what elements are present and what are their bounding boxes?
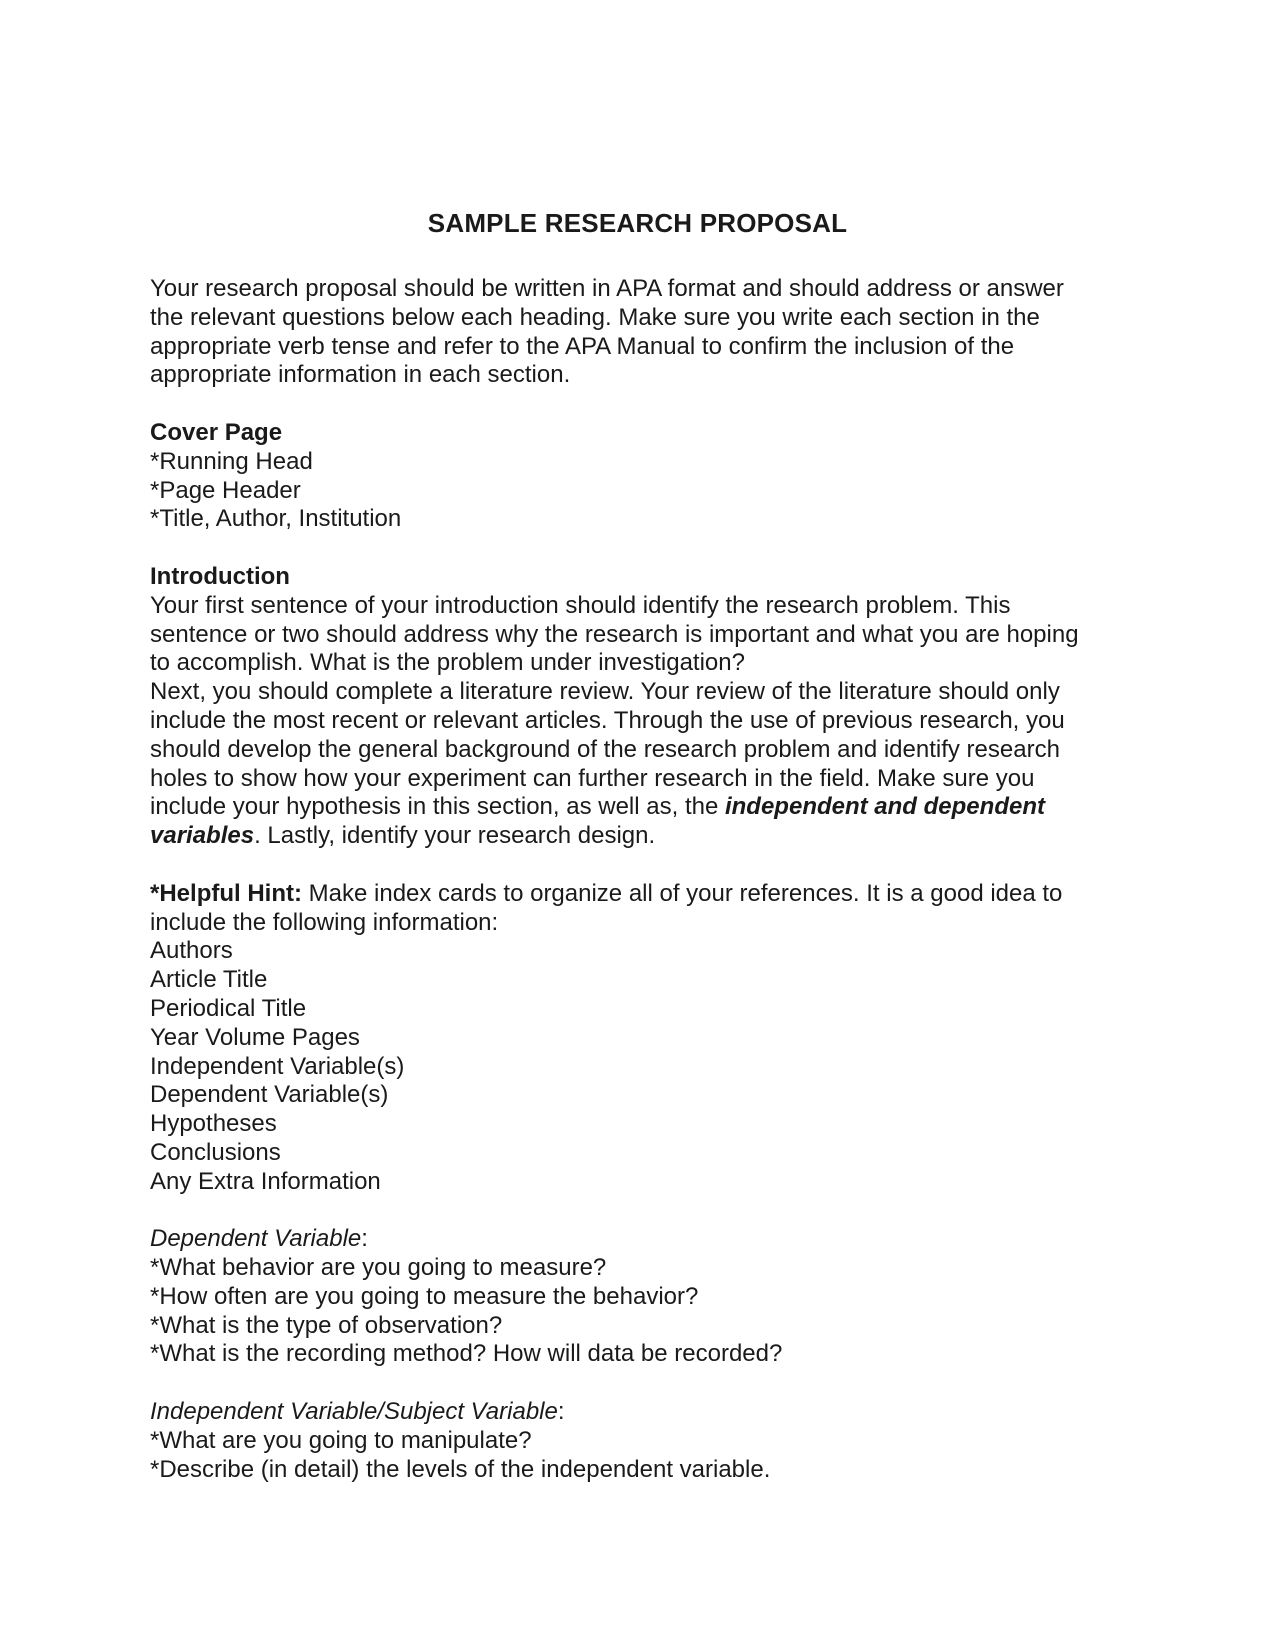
independent-variable-section xyxy=(150,1398,1160,1484)
dependent-variable-item: *What behavior are you going to measure? xyxy=(150,1254,607,1282)
cover-page-item: *Title, Author, Institution xyxy=(150,505,402,533)
introduction-text: . Lastly, identify your research design. xyxy=(254,822,656,850)
dependent-variable-title: Dependent Variable xyxy=(150,1225,362,1253)
hint-label: *Helpful Hint: xyxy=(150,879,302,907)
heading-colon: : xyxy=(557,1398,565,1426)
introduction-line: holes to show how your experiment can further research in the field. Make sure you xyxy=(150,764,1035,792)
independent-variable-title: Independent Variable/Subject Variable xyxy=(150,1398,558,1426)
intro-line: appropriate information in each section. xyxy=(150,361,571,389)
spacer xyxy=(150,534,1160,563)
hint-line: include the following information: xyxy=(150,908,499,936)
spacer xyxy=(150,390,1160,419)
cover-page-section xyxy=(150,419,1160,534)
cover-page-item: *Running Head xyxy=(150,447,313,475)
introduction-line: sentence or two should address why the research is important and what you are hoping xyxy=(150,620,1079,648)
document-body xyxy=(150,275,1160,1484)
dependent-variable-item: *What is the type of observation? xyxy=(150,1311,503,1339)
introduction-line: should develop the general background of the research problem and identify research xyxy=(150,735,1060,763)
spacer xyxy=(150,1369,1160,1398)
introduction-line xyxy=(150,822,1160,851)
hint-item: Hypotheses xyxy=(150,1110,277,1138)
introduction-line: include the most recent or relevant articles. Through the use of previous research, you xyxy=(150,706,1065,734)
dependent-variable-section xyxy=(150,1225,1160,1369)
helpful-hint-section xyxy=(150,880,1160,1197)
hint-item: Article Title xyxy=(150,966,268,994)
dependent-variable-item: *How often are you going to measure the behavior? xyxy=(150,1282,699,1310)
hint-item: Independent Variable(s) xyxy=(150,1052,405,1080)
hint-item: Any Extra Information xyxy=(150,1167,381,1195)
heading-colon: : xyxy=(361,1225,368,1253)
intro-line: the relevant questions below each heading. Make sure you write each section in the xyxy=(150,303,1040,331)
introduction-line xyxy=(150,793,1160,822)
variables-emphasis: independent and dependent xyxy=(724,793,1045,821)
hint-line xyxy=(150,880,1160,909)
independent-variable-item: *What are you going to manipulate? xyxy=(150,1426,532,1454)
introduction-section xyxy=(150,563,1160,851)
spacer xyxy=(150,851,1160,880)
intro-paragraph xyxy=(150,275,1160,390)
intro-line: Your research proposal should be written in APA format and should address or answer xyxy=(150,275,1064,302)
independent-variable-item: *Describe (in detail) the levels of the independent variable. xyxy=(150,1455,771,1483)
cover-page-heading: Cover Page xyxy=(150,418,283,446)
document-title: SAMPLE RESEARCH PROPOSAL xyxy=(427,208,848,238)
variables-emphasis: variables xyxy=(150,822,255,850)
introduction-text: include your hypothesis in this section, as well as, the xyxy=(150,793,725,821)
hint-item: Periodical Title xyxy=(150,994,307,1022)
introduction-heading: Introduction xyxy=(150,562,290,590)
dependent-variable-item: *What is the recording method? How will data be recorded? xyxy=(150,1340,783,1368)
introduction-line: Next, you should complete a literature review. Your review of the literature should only xyxy=(150,678,1060,706)
hint-item: Conclusions xyxy=(150,1138,281,1166)
spacer xyxy=(150,1197,1160,1226)
dependent-variable-heading xyxy=(150,1225,1160,1254)
cover-page-item: *Page Header xyxy=(150,476,301,504)
introduction-line: to accomplish. What is the problem under investigation? xyxy=(150,649,745,677)
hint-item: Year Volume Pages xyxy=(150,1023,360,1051)
intro-line: appropriate verb tense and refer to the APA Manual to confirm the inclusion of the xyxy=(150,332,1015,360)
independent-variable-heading xyxy=(150,1398,1160,1427)
introduction-line: Your first sentence of your introduction should identify the research problem. This xyxy=(150,591,1011,619)
hint-text: Make index cards to organize all of your references. It is a good idea to xyxy=(301,879,1063,907)
hint-item: Dependent Variable(s) xyxy=(150,1081,389,1109)
hint-item: Authors xyxy=(150,937,233,965)
